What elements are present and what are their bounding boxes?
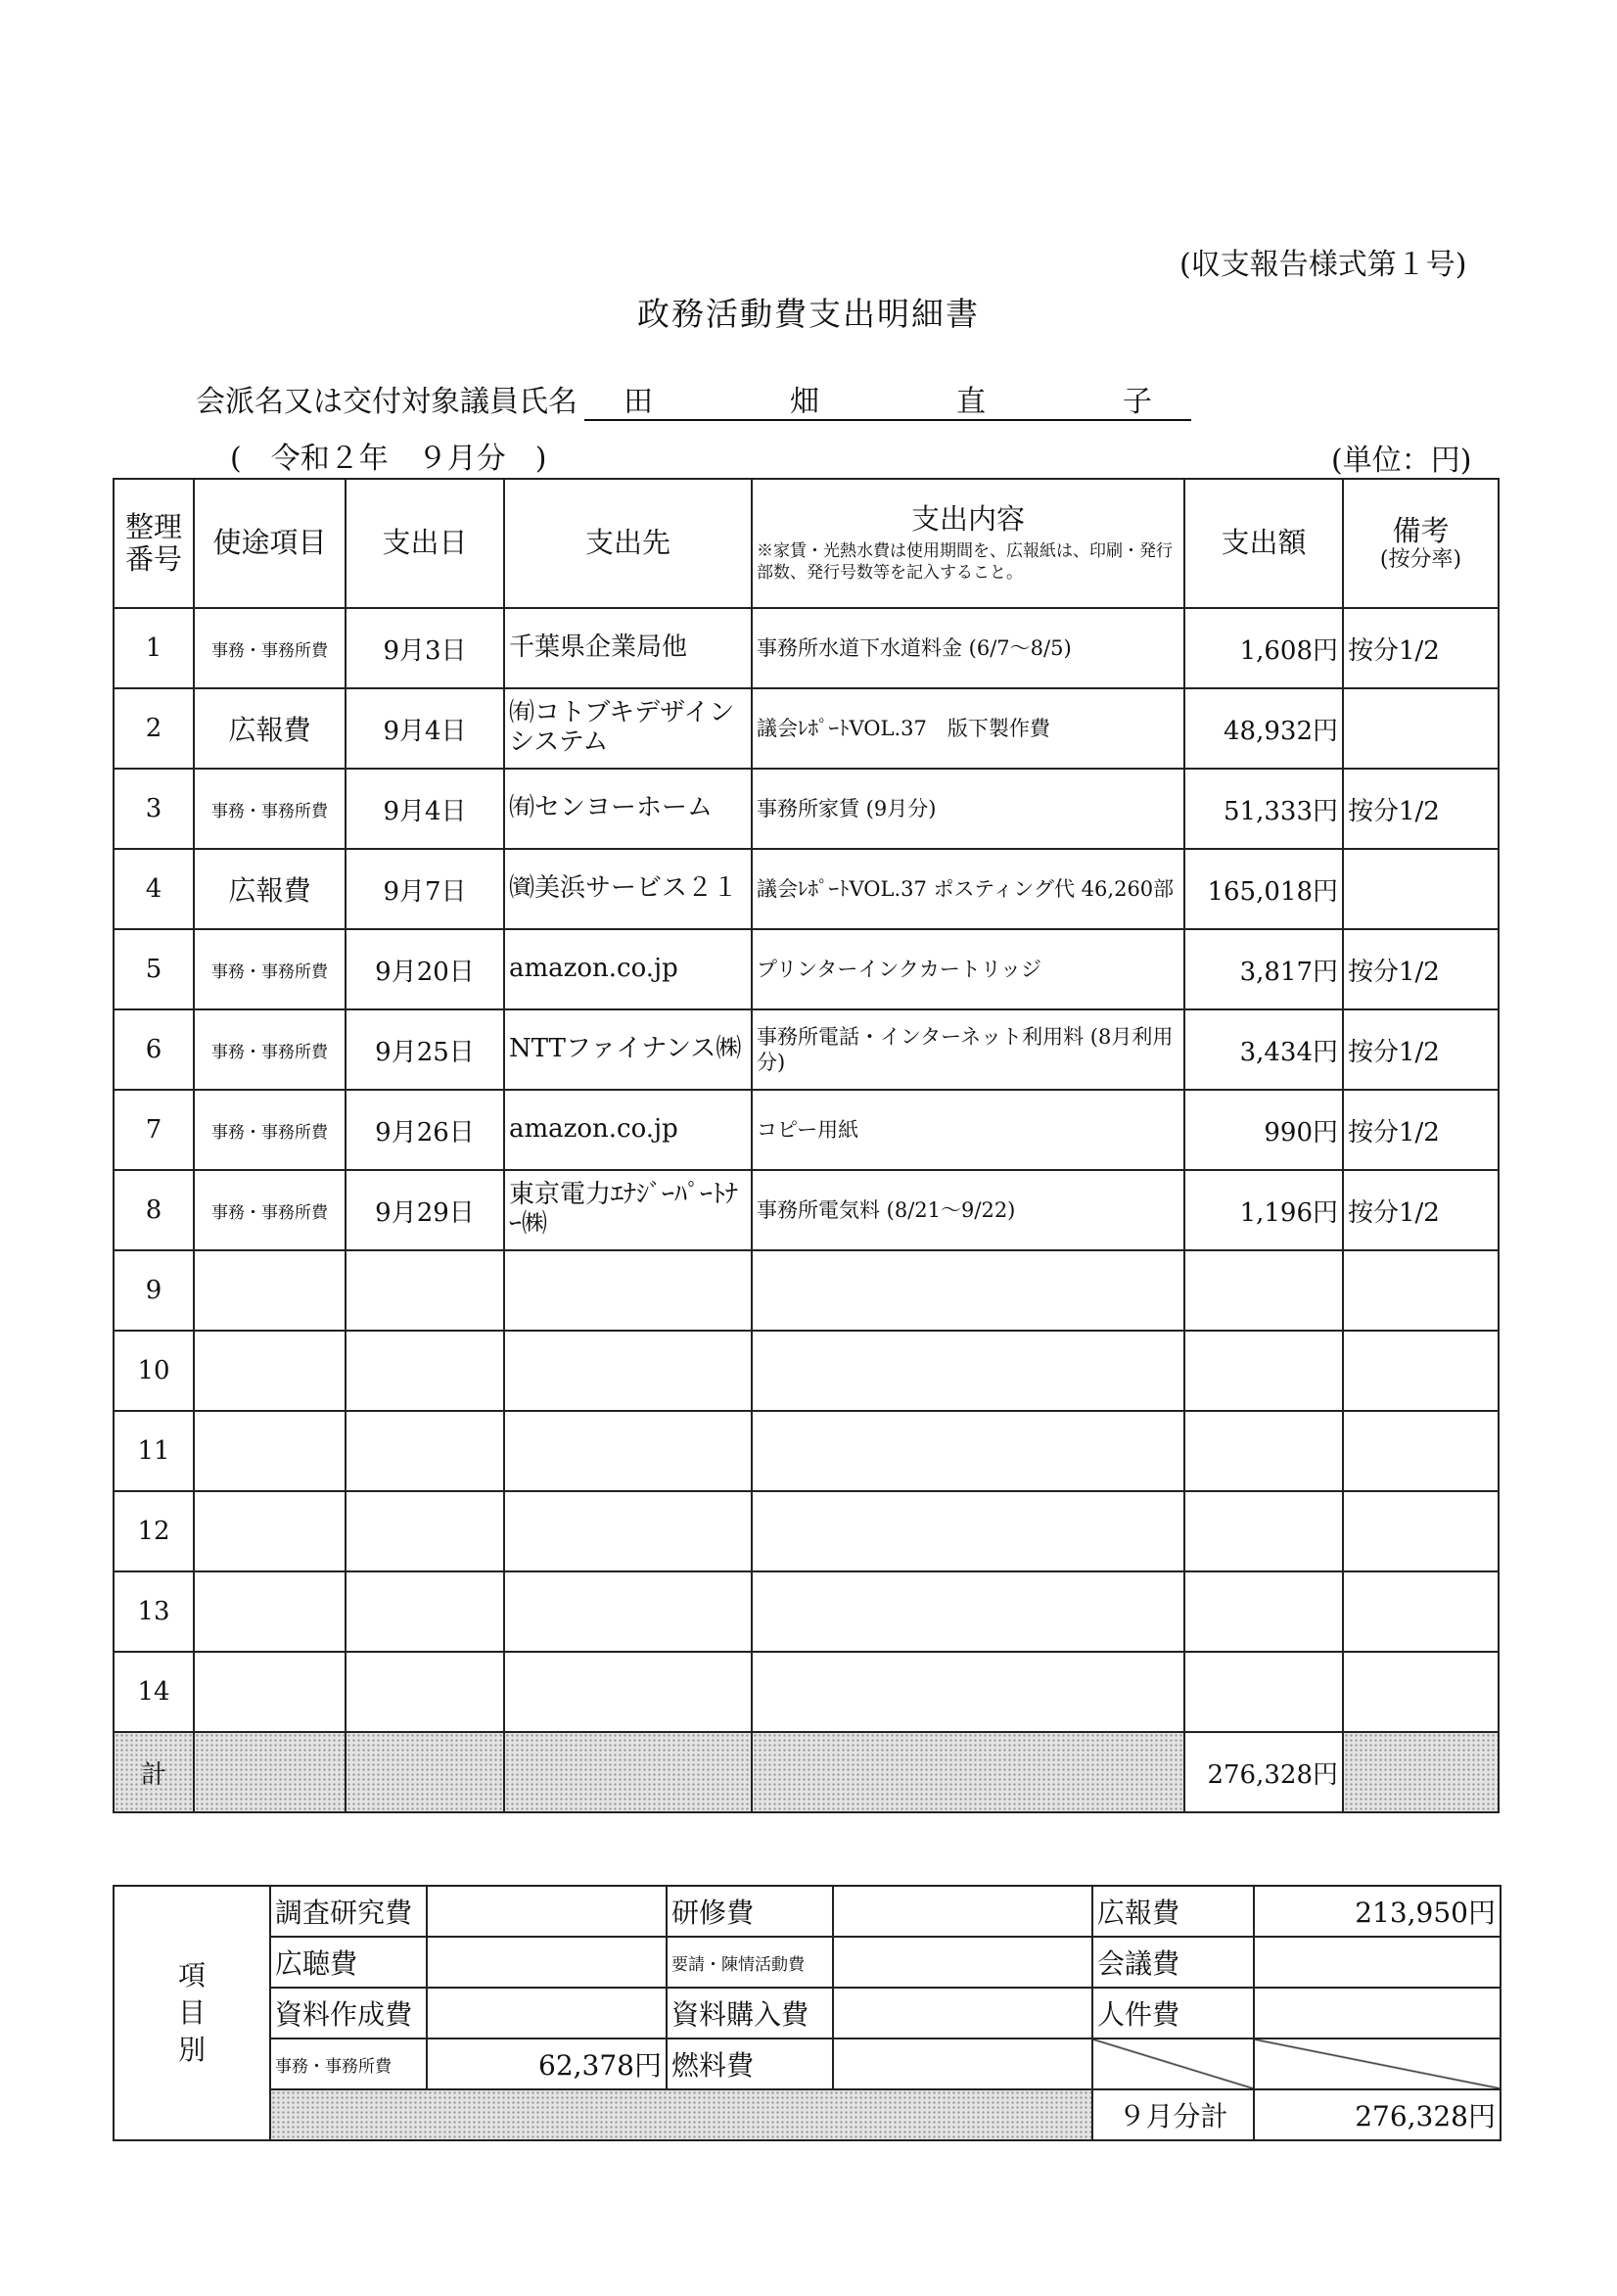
row-description: [752, 1411, 1184, 1491]
row-remarks: [1343, 1571, 1499, 1652]
row-amount: [1184, 1411, 1343, 1491]
header-remarks-sub: (按分率): [1379, 547, 1462, 573]
row-amount: 1,608円: [1184, 608, 1343, 688]
total-label: 計: [114, 1732, 194, 1812]
row-payee: ㈾美浜サービス２１: [504, 849, 752, 929]
row-description: 事務所電気料 (8/21〜9/22): [752, 1170, 1184, 1250]
row-date: 9月4日: [346, 769, 504, 849]
month-total-label: ９月分計: [1092, 2089, 1254, 2140]
header-date: 支出日: [346, 479, 504, 608]
row-description: 事務所電話・インターネット利用料 (8月利用分): [752, 1009, 1184, 1090]
row-category: 広報費: [194, 849, 346, 929]
form-number: (収支報告様式第１号): [1179, 248, 1467, 282]
member-name-char: 直: [956, 385, 986, 419]
label-fuel: 燃料費: [667, 2038, 833, 2089]
table-row: [114, 1571, 1499, 1652]
header-no: 整理番号: [114, 479, 194, 608]
row-category: 事務・事務所費: [194, 769, 346, 849]
row-number: 4: [114, 849, 194, 929]
summary-side-label: [114, 1886, 270, 2140]
row-payee: amazon.co.jp: [504, 1090, 752, 1170]
row-date: [346, 1331, 504, 1411]
row-category: [194, 1331, 346, 1411]
row-date: 9月3日: [346, 608, 504, 688]
total-shaded-cell: [504, 1732, 752, 1812]
header-category: 使途項目: [194, 479, 346, 608]
table-row: [114, 1090, 1499, 1170]
total-amount: 276,328円: [1184, 1732, 1343, 1812]
member-underline: [584, 419, 1191, 421]
row-number: 7: [114, 1090, 194, 1170]
row-number: 2: [114, 688, 194, 769]
header-remarks: [1343, 479, 1499, 608]
row-date: [346, 1411, 504, 1491]
row-payee: ㈲センヨーホーム: [504, 769, 752, 849]
expense-detail-table: [113, 478, 1500, 1813]
row-description: [752, 1652, 1184, 1732]
label-meeting: 会議費: [1092, 1937, 1254, 1988]
value-publicity: 213,950円: [1254, 1886, 1501, 1937]
row-remarks: [1343, 688, 1499, 769]
label-personnel: 人件費: [1092, 1988, 1254, 2038]
table-row: [114, 1491, 1499, 1571]
row-remarks: [1343, 1652, 1499, 1732]
row-date: [346, 1652, 504, 1732]
row-amount: [1184, 1652, 1343, 1732]
row-description: [752, 1571, 1184, 1652]
row-payee: amazon.co.jp: [504, 929, 752, 1009]
label-materials-purchase: 資料購入費: [667, 1988, 833, 2038]
row-amount: 3,817円: [1184, 929, 1343, 1009]
table-row: [114, 929, 1499, 1009]
member-name-char: 田: [624, 385, 653, 419]
row-date: 9月29日: [346, 1170, 504, 1250]
row-amount: 51,333円: [1184, 769, 1343, 849]
row-date: 9月20日: [346, 929, 504, 1009]
row-description: [752, 1250, 1184, 1331]
period: ( 令和２年 ９月分 ): [230, 442, 547, 476]
row-category: 事務・事務所費: [194, 1090, 346, 1170]
row-number: 8: [114, 1170, 194, 1250]
row-number: 6: [114, 1009, 194, 1090]
value-research: [427, 1886, 667, 1937]
row-number: 1: [114, 608, 194, 688]
row-amount: [1184, 1250, 1343, 1331]
row-description: 議会ﾚﾎﾟｰﾄVOL.37 版下製作費: [752, 688, 1184, 769]
table-row: [114, 1009, 1499, 1090]
table-row: [114, 849, 1499, 929]
row-amount: [1184, 1571, 1343, 1652]
row-number: 14: [114, 1652, 194, 1732]
row-category: [194, 1571, 346, 1652]
header-desc-note: ※家賃・光熱水費は使用期間を、広報紙は、印刷・発行部数、発行号数等を記入すること。: [757, 540, 1173, 583]
row-date: 9月7日: [346, 849, 504, 929]
table-row: [114, 769, 1499, 849]
row-number: 10: [114, 1331, 194, 1411]
label-hearing: 広聴費: [270, 1937, 427, 1988]
row-payee: [504, 1250, 752, 1331]
table-row: [114, 1250, 1499, 1331]
side-char: 目: [177, 1996, 206, 2030]
row-remarks: 按分1/2: [1343, 1009, 1499, 1090]
total-shaded-cell: [346, 1732, 504, 1812]
label-office: 事務・事務所費: [270, 2038, 427, 2089]
value-materials-purchase: [833, 1988, 1092, 2038]
row-amount: 165,018円: [1184, 849, 1343, 929]
month-total-value: 276,328円: [1254, 2089, 1501, 2140]
label-research: 調査研究費: [270, 1886, 427, 1937]
row-amount: 3,434円: [1184, 1009, 1343, 1090]
value-materials-making: [427, 1988, 667, 2038]
row-payee: [504, 1331, 752, 1411]
header-amount: 支出額: [1184, 479, 1343, 608]
row-category: [194, 1411, 346, 1491]
label-publicity: 広報費: [1092, 1886, 1254, 1937]
value-meeting: [1254, 1937, 1501, 1988]
table-row: [114, 688, 1499, 769]
label-materials-making: 資料作成費: [270, 1988, 427, 2038]
row-description: 議会ﾚﾎﾟｰﾄVOL.37 ポスティング代 46,260部: [752, 849, 1184, 929]
row-date: [346, 1571, 504, 1652]
row-amount: [1184, 1331, 1343, 1411]
total-shaded-cell: [752, 1732, 1184, 1812]
row-category: 事務・事務所費: [194, 1170, 346, 1250]
row-number: 12: [114, 1491, 194, 1571]
value-personnel: [1254, 1988, 1501, 2038]
side-char: 別: [177, 2033, 206, 2066]
row-date: [346, 1250, 504, 1331]
total-row: [114, 1732, 1499, 1812]
member-label: 会派名又は交付対象議員氏名: [196, 385, 578, 419]
category-summary-table: [113, 1885, 1502, 2141]
row-payee: [504, 1491, 752, 1571]
member-name-char: 子: [1123, 385, 1152, 419]
row-amount: [1184, 1491, 1343, 1571]
header-desc: [752, 479, 1184, 608]
summary-shaded-cell: [270, 2089, 1092, 2140]
row-amount: 1,196円: [1184, 1170, 1343, 1250]
label-training: 研修費: [667, 1886, 833, 1937]
row-payee: [504, 1571, 752, 1652]
row-remarks: 按分1/2: [1343, 1090, 1499, 1170]
table-row: [114, 1411, 1499, 1491]
label-petition: 要請・陳情活動費: [667, 1937, 833, 1988]
diagonal-cell: [1254, 2038, 1501, 2089]
row-remarks: [1343, 1491, 1499, 1571]
value-fuel: [833, 2038, 1092, 2089]
row-date: [346, 1491, 504, 1571]
value-hearing: [427, 1937, 667, 1988]
row-remarks: 按分1/2: [1343, 608, 1499, 688]
table-header-row: [114, 479, 1499, 608]
diagonal-cell: [1092, 2038, 1254, 2089]
row-category: 事務・事務所費: [194, 608, 346, 688]
document-title: 政務活動費支出明細書: [637, 295, 980, 333]
row-date: 9月26日: [346, 1090, 504, 1170]
unit-label: (単位：円): [1331, 444, 1472, 478]
row-description: コピー用紙: [752, 1090, 1184, 1170]
row-description: プリンターインクカートリッジ: [752, 929, 1184, 1009]
value-training: [833, 1886, 1092, 1937]
row-date: 9月25日: [346, 1009, 504, 1090]
value-office: 62,378円: [427, 2038, 667, 2089]
member-name: [584, 377, 1191, 420]
row-description: 事務所家賃 (9月分): [752, 769, 1184, 849]
table-row: [114, 1170, 1499, 1250]
row-category: 事務・事務所費: [194, 929, 346, 1009]
table-row: [114, 608, 1499, 688]
table-row: [114, 1331, 1499, 1411]
member-name-char: 畑: [790, 385, 819, 419]
row-number: 9: [114, 1250, 194, 1331]
value-petition: [833, 1937, 1092, 1988]
row-category: 事務・事務所費: [194, 1009, 346, 1090]
row-amount: 990円: [1184, 1090, 1343, 1170]
table-row: [114, 1652, 1499, 1732]
row-remarks: [1343, 1250, 1499, 1331]
row-remarks: 按分1/2: [1343, 929, 1499, 1009]
row-description: 事務所水道下水道料金 (6/7〜8/5): [752, 608, 1184, 688]
row-payee: 千葉県企業局他: [504, 608, 752, 688]
row-payee: ㈲コトブキデザインシステム: [504, 688, 752, 769]
row-payee: 東京電力ｴﾅｼﾞｰﾊﾟｰﾄﾅｰ㈱: [504, 1170, 752, 1250]
row-payee: NTTファイナンス㈱: [504, 1009, 752, 1090]
header-payee: 支出先: [504, 479, 752, 608]
row-number: 5: [114, 929, 194, 1009]
row-description: [752, 1491, 1184, 1571]
row-remarks: [1343, 849, 1499, 929]
row-date: 9月4日: [346, 688, 504, 769]
row-amount: 48,932円: [1184, 688, 1343, 769]
total-shaded-cell: [1343, 1732, 1499, 1812]
row-remarks: 按分1/2: [1343, 769, 1499, 849]
row-remarks: 按分1/2: [1343, 1170, 1499, 1250]
row-category: 広報費: [194, 688, 346, 769]
row-remarks: [1343, 1411, 1499, 1491]
row-category: [194, 1652, 346, 1732]
row-category: [194, 1491, 346, 1571]
row-number: 13: [114, 1571, 194, 1652]
row-number: 3: [114, 769, 194, 849]
header-remarks-label: 備考: [1392, 513, 1450, 547]
total-shaded-cell: [194, 1732, 346, 1812]
row-payee: [504, 1411, 752, 1491]
row-category: [194, 1250, 346, 1331]
header-desc-label: 支出内容: [910, 502, 1025, 537]
side-char: 項: [177, 1959, 206, 1992]
row-payee: [504, 1652, 752, 1732]
row-number: 11: [114, 1411, 194, 1491]
row-description: [752, 1331, 1184, 1411]
row-remarks: [1343, 1331, 1499, 1411]
